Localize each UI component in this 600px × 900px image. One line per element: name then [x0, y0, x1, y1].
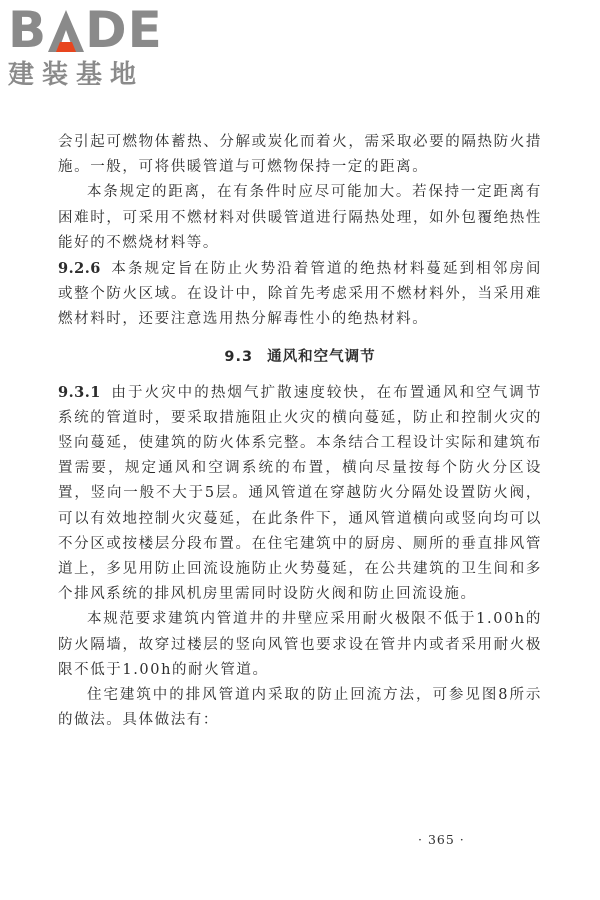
logo-wordmark: [8, 2, 178, 58]
logo-a-triangle-icon: [47, 8, 85, 52]
section-number: 9.3: [224, 348, 254, 365]
page-body: [58, 130, 542, 733]
clause-number: 9.3.1: [58, 383, 101, 401]
bade-logo: [8, 2, 178, 90]
clause-text: 本条规定旨在防止火势沿着管道的绝热材料蔓延到相邻房间或整个防火区域。在设计中，除首先考虑采用不燃材料外，当采用难燃材料时，还要注意选用热分解毒性小的绝热材料。: [58, 261, 542, 328]
clause-9-3-1: [58, 380, 542, 608]
logo-subtitle: 建装基地: [8, 60, 145, 90]
logo-letter-a: [47, 2, 85, 58]
paragraph-shaft-walls: 本规范要求建筑内管道井的井壁应采用耐火极限不低于1.00h的防火隔墙，故穿过楼层的竖向风管也要求设在管井内或者采用耐火极限不低于1.00h的耐火管道。: [58, 611, 542, 678]
clause-text: 由于火灾中的热烟气扩散速度较快，在布置通风和空气调节系统的管道时，要采取措施阻止火灾的横向蔓延，防止和控制火灾的竖向蔓延，使建筑的防火体系完整。本条结合工程设计实际和建筑布置需要，规定通风和空调系统的布置，横向尽量按每个防火分区设置，竖向一般不大于5层。通风管道在穿越防火分隔处设置防火阀，可以有效地控制火灾蔓延，在此条件下，通风管道横向或竖向均可以不分区或按楼层分段布置。在住宅建筑中的厨房、厕所的垂直排风管道上，多见用防止回流设施防止火势蔓延，在公共建筑的卫生间和多个排风系统的排风机房里需同时设防火阀和防止回流设施。: [58, 384, 542, 603]
logo-letter-d: D: [85, 1, 128, 59]
paragraph-continuation: 会引起可燃物体蓄热、分解或炭化而着火，需采取必要的隔热防火措施。一般，可将供暖管道与可燃物保持一定的距离。: [58, 134, 542, 176]
section-title: 通风和空气调节: [267, 348, 376, 365]
paragraph-backflow: 住宅建筑中的排风管道内采取的防止回流方法，可参见图8所示的做法。具体做法有：: [58, 687, 542, 729]
paragraph-distance-note: 本条规定的距离，在有条件时应尽可能加大。若保持一定距离有困难时，可采用不燃材料对供暖管道进行隔热处理，如外包覆绝热性能好的不燃烧材料等。: [58, 184, 542, 251]
logo-letter-b: B: [8, 1, 48, 59]
clause-number: 9.2.6: [58, 260, 101, 278]
logo-letter-e: E: [127, 1, 163, 59]
section-heading: [58, 345, 542, 366]
page-number: · 365 ·: [418, 832, 465, 847]
clause-9-2-6: [58, 256, 542, 333]
